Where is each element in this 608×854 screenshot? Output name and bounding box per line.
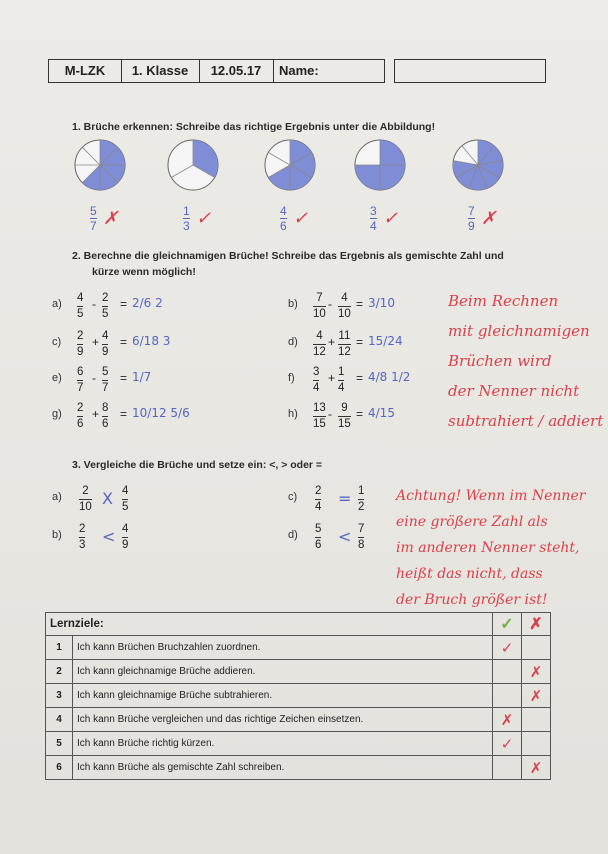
fraction-operand-1-denominator: 12 — [313, 346, 326, 358]
goal-row — [46, 732, 551, 756]
fraction-operand-1 — [313, 330, 326, 359]
pie-answer-numerator: 5 — [90, 204, 97, 218]
exercise-label: e) — [52, 372, 62, 384]
pie-mark-icon: ✓ — [196, 208, 212, 229]
teacher-note-line: Beim Rechnen — [448, 292, 559, 310]
goal-ok-mark — [493, 684, 522, 708]
compare-fraction-2-bar — [122, 499, 128, 500]
operator: - — [328, 297, 332, 311]
goal-row — [46, 684, 551, 708]
compare-fraction-2-numerator: 4 — [122, 523, 129, 535]
goal-number: 5 — [46, 732, 73, 756]
goal-text: Ich kann gleichnamige Brüche addieren. — [73, 660, 493, 684]
compare-fraction-2-numerator: 4 — [122, 485, 129, 497]
fraction-operand-2-bar — [338, 344, 351, 345]
goal-text: Ich kann Brüche als gemischte Zahl schreiben. — [73, 756, 493, 780]
fraction-operand-1-numerator: 2 — [77, 402, 84, 414]
compare-fraction-1-numerator: 2 — [79, 523, 86, 535]
goal-no-mark: ✗ — [522, 660, 551, 684]
fraction-operand-2-numerator: 8 — [102, 402, 109, 414]
operator: - — [92, 297, 96, 311]
fraction-operand-2-numerator: 1 — [338, 366, 345, 378]
compare-fraction-2 — [122, 485, 128, 514]
header-date: 12.05.17 — [199, 60, 274, 82]
fraction-operand-1-denominator: 6 — [77, 418, 84, 430]
compare-fraction-1-denominator: 10 — [79, 501, 92, 513]
equals-sign: = — [120, 297, 128, 311]
header-grade: 1. Klasse — [121, 60, 200, 82]
fraction-operand-2-denominator: 9 — [102, 346, 109, 358]
compare-fraction-1 — [315, 485, 321, 514]
fraction-operand-1 — [313, 366, 319, 395]
fraction-operand-2 — [338, 330, 351, 359]
fraction-operand-2 — [102, 366, 108, 395]
compare-label: b) — [52, 529, 62, 541]
handwritten-answer: 4/15 — [368, 406, 395, 420]
goals-head-no: ✗ — [522, 613, 551, 636]
fraction-operand-1-numerator: 4 — [316, 330, 323, 342]
fraction-operand-2-numerator: 9 — [341, 402, 348, 414]
operator: + — [92, 407, 100, 421]
compare-fraction-2-denominator: 8 — [358, 539, 365, 551]
teacher-note-line: im anderen Nenner steht, — [396, 540, 580, 556]
pie-answer-denominator: 4 — [370, 219, 377, 233]
compare-label: a) — [52, 491, 62, 503]
compare-fraction-2 — [358, 523, 364, 552]
pie-answer-denominator: 3 — [183, 219, 190, 233]
learning-goals-table — [45, 612, 551, 780]
compare-fraction-1 — [315, 523, 321, 552]
teacher-note-line: eine größere Zahl als — [396, 514, 548, 530]
fraction-operand-1-bar — [77, 416, 83, 417]
fraction-operand-2-denominator: 10 — [338, 308, 351, 320]
compare-fraction-2-denominator: 2 — [358, 501, 365, 513]
fraction-operand-1-bar — [313, 306, 326, 307]
fraction-operand-2-denominator: 4 — [338, 382, 345, 394]
goal-ok-mark — [493, 756, 522, 780]
fraction-operand-1-bar — [77, 344, 83, 345]
fraction-operand-2-bar — [102, 380, 108, 381]
handwritten-answer: 6/18 3 — [132, 334, 171, 348]
operator: - — [92, 371, 96, 385]
fraction-operand-2-denominator: 7 — [102, 382, 109, 394]
goal-no-mark: ✗ — [522, 684, 551, 708]
goal-row — [46, 708, 551, 732]
header-name-label: Name: — [279, 63, 319, 78]
handwritten-answer: 1/7 — [132, 370, 152, 384]
fraction-operand-1-denominator: 9 — [77, 346, 84, 358]
fraction-operand-2-bar — [338, 306, 351, 307]
handwritten-answer: 4/8 1/2 — [368, 370, 411, 384]
operator: + — [92, 335, 100, 349]
compare-fraction-1-bar — [315, 499, 321, 500]
goal-no-mark — [522, 708, 551, 732]
pie-answer-numerator: 4 — [280, 204, 287, 218]
goal-ok-mark: ✗ — [493, 708, 522, 732]
operator: + — [328, 371, 336, 385]
compare-sign: < — [102, 527, 116, 546]
pie-4 — [355, 140, 405, 190]
fraction-operand-1-denominator: 5 — [77, 308, 84, 320]
compare-fraction-2 — [358, 485, 364, 514]
compare-sign: X — [102, 489, 113, 508]
fraction-operand-1-bar — [77, 306, 83, 307]
exercise-label: a) — [52, 298, 62, 310]
teacher-note-line: Achtung! Wenn im Nenner — [396, 488, 586, 504]
fraction-operand-2-numerator: 4 — [341, 292, 348, 304]
fraction-operand-1-bar — [313, 380, 319, 381]
pie-answer-denominator: 9 — [468, 219, 475, 233]
fraction-operand-1 — [77, 402, 83, 431]
goal-number: 6 — [46, 756, 73, 780]
compare-fraction-2-bar — [122, 537, 128, 538]
goal-number: 4 — [46, 708, 73, 732]
compare-fraction-1-bar — [79, 537, 85, 538]
goals-title: Lernziele: — [46, 613, 493, 636]
compare-fraction-1 — [79, 485, 92, 514]
fraction-operand-2-bar — [338, 380, 344, 381]
goal-row — [46, 636, 551, 660]
goals-header-row — [46, 613, 551, 636]
teacher-note-line: mit gleichnamigen — [448, 322, 590, 340]
fraction-operand-2-bar — [102, 416, 108, 417]
fraction-operand-1 — [313, 292, 326, 321]
teacher-note-line: heißt das nicht, dass — [396, 566, 543, 582]
fraction-operand-1-numerator: 4 — [77, 292, 84, 304]
compare-sign: = — [338, 489, 352, 508]
header-subject: M-LZK — [49, 60, 122, 82]
goal-text: Ich kann Brüche richtig kürzen. — [73, 732, 493, 756]
fraction-operand-2-numerator: 4 — [102, 330, 109, 342]
compare-fraction-2 — [122, 523, 128, 552]
compare-fraction-2-denominator: 5 — [122, 501, 129, 513]
header-table — [48, 59, 385, 83]
fraction-operand-1 — [77, 366, 83, 395]
teacher-note-line: der Nenner nicht — [448, 382, 580, 400]
fraction-operand-1-denominator: 4 — [313, 382, 320, 394]
exercise-label: d) — [288, 336, 298, 348]
goal-text: Ich kann Brüchen Bruchzahlen zuordnen. — [73, 636, 493, 660]
pie-mark-icon: ✗ — [481, 208, 497, 229]
fraction-operand-2-numerator: 5 — [102, 366, 109, 378]
fraction-operand-2 — [338, 366, 344, 395]
goal-no-mark — [522, 732, 551, 756]
compare-fraction-1 — [79, 523, 85, 552]
task2-title-line2: kürze wenn möglich! — [92, 266, 196, 278]
pie-answer-numerator: 3 — [370, 204, 377, 218]
compare-fraction-1-numerator: 5 — [315, 523, 322, 535]
pie-mark-icon: ✓ — [383, 208, 399, 229]
fraction-operand-2-numerator: 2 — [102, 292, 109, 304]
goal-row — [46, 660, 551, 684]
goal-number: 3 — [46, 684, 73, 708]
pie-2 — [168, 140, 218, 190]
task2-title-line1: 2. Berechne die gleichnamigen Brüche! Schreibe das Ergebnis als gemischte Zahl und — [72, 250, 504, 262]
equals-sign: = — [120, 407, 128, 421]
compare-label: c) — [288, 491, 298, 503]
goal-row — [46, 756, 551, 780]
fraction-operand-1 — [77, 330, 83, 359]
exercise-label: f) — [288, 372, 295, 384]
compare-fraction-2-bar — [358, 537, 364, 538]
goal-text: Ich kann Brüche vergleichen und das richtige Zeichen einsetzen. — [73, 708, 493, 732]
fraction-operand-2-numerator: 11 — [338, 330, 351, 342]
fraction-operand-1-numerator: 6 — [77, 366, 84, 378]
goal-text: Ich kann gleichnamige Brüche subtrahieren. — [73, 684, 493, 708]
fraction-operand-1-numerator: 13 — [313, 402, 326, 414]
goal-no-mark: ✗ — [522, 756, 551, 780]
fraction-operand-2 — [102, 330, 108, 359]
compare-fraction-1-denominator: 4 — [315, 501, 322, 513]
pie-answer-3 — [280, 205, 287, 232]
goal-no-mark — [522, 636, 551, 660]
goal-ok-mark: ✓ — [493, 636, 522, 660]
compare-sign: < — [338, 527, 352, 546]
handwritten-answer: 2/6 2 — [132, 296, 163, 310]
operator: - — [328, 407, 332, 421]
compare-fraction-1-denominator: 6 — [315, 539, 322, 551]
goals-head-ok: ✓ — [493, 613, 522, 636]
name-field[interactable] — [394, 59, 546, 83]
compare-fraction-1-bar — [79, 499, 92, 500]
fraction-operand-1 — [77, 292, 83, 321]
goal-ok-mark: ✓ — [493, 732, 522, 756]
fraction-operand-2-denominator: 6 — [102, 418, 109, 430]
fraction-operand-1-numerator: 7 — [316, 292, 323, 304]
equals-sign: = — [356, 407, 364, 421]
fraction-operand-1-bar — [313, 344, 326, 345]
exercise-label: g) — [52, 408, 62, 420]
teacher-note-line: der Bruch größer ist! — [396, 592, 548, 608]
pie-answer-1 — [90, 205, 97, 232]
compare-fraction-1-denominator: 3 — [79, 539, 86, 551]
pie-answer-4 — [370, 205, 377, 232]
pie-answer-numerator: 1 — [183, 204, 190, 218]
equals-sign: = — [356, 371, 364, 385]
teacher-note-line: Brüchen wird — [448, 352, 552, 370]
pie-answer-denominator: 7 — [90, 219, 97, 233]
pie-mark-icon: ✗ — [103, 208, 119, 229]
fraction-operand-2 — [102, 402, 108, 431]
pie-answer-numerator: 7 — [468, 204, 475, 218]
pie-answer-denominator: 6 — [280, 219, 287, 233]
exercise-label: b) — [288, 298, 298, 310]
fraction-operand-2-denominator: 15 — [338, 418, 351, 430]
pie-5 — [453, 140, 503, 190]
fraction-operand-2 — [102, 292, 108, 321]
fraction-operand-2-bar — [338, 416, 351, 417]
compare-fraction-2-numerator: 7 — [358, 523, 365, 535]
fraction-operand-1-bar — [77, 380, 83, 381]
exercise-label: h) — [288, 408, 298, 420]
fraction-operand-2 — [338, 292, 351, 321]
equals-sign: = — [120, 335, 128, 349]
fraction-operand-2-bar — [102, 306, 108, 307]
fraction-operand-2-bar — [102, 344, 108, 345]
fraction-operand-1-bar — [313, 416, 326, 417]
compare-fraction-1-numerator: 2 — [315, 485, 322, 497]
pie-3 — [265, 140, 315, 190]
goal-number: 2 — [46, 660, 73, 684]
goal-ok-mark — [493, 660, 522, 684]
teacher-note-line: subtrahiert / addiert — [448, 412, 604, 430]
equals-sign: = — [356, 335, 364, 349]
fraction-operand-1-denominator: 7 — [77, 382, 84, 394]
compare-fraction-2-bar — [358, 499, 364, 500]
handwritten-answer: 15/24 — [368, 334, 403, 348]
compare-label: d) — [288, 529, 298, 541]
handwritten-answer: 3/10 — [368, 296, 395, 310]
exercise-label: c) — [52, 336, 62, 348]
fraction-operand-2-denominator: 5 — [102, 308, 109, 320]
equals-sign: = — [356, 297, 364, 311]
compare-fraction-1-bar — [315, 537, 321, 538]
operator: + — [328, 335, 336, 349]
fraction-operand-1-numerator: 3 — [313, 366, 320, 378]
pie-mark-icon: ✓ — [293, 208, 309, 229]
task1-title: 1. Brüche erkennen: Schreibe das richtige Ergebnis unter die Abbildung! — [72, 121, 436, 133]
equals-sign: = — [120, 371, 128, 385]
fraction-operand-1-denominator: 10 — [313, 308, 326, 320]
fraction-operand-2 — [338, 402, 351, 431]
compare-fraction-1-numerator: 2 — [82, 485, 89, 497]
pie-answer-5 — [468, 205, 475, 232]
fraction-operand-1 — [313, 402, 326, 431]
fraction-operand-1-denominator: 15 — [313, 418, 326, 430]
handwritten-answer: 10/12 5/6 — [132, 406, 190, 420]
compare-fraction-2-numerator: 1 — [358, 485, 365, 497]
goal-number: 1 — [46, 636, 73, 660]
task3-title: 3. Vergleiche die Brüche und setze ein: <, > oder = — [72, 459, 323, 471]
fraction-operand-2-denominator: 12 — [338, 346, 351, 358]
fraction-operand-1-numerator: 2 — [77, 330, 84, 342]
pie-1 — [75, 140, 125, 190]
pie-answer-2 — [183, 205, 190, 232]
compare-fraction-2-denominator: 9 — [122, 539, 129, 551]
